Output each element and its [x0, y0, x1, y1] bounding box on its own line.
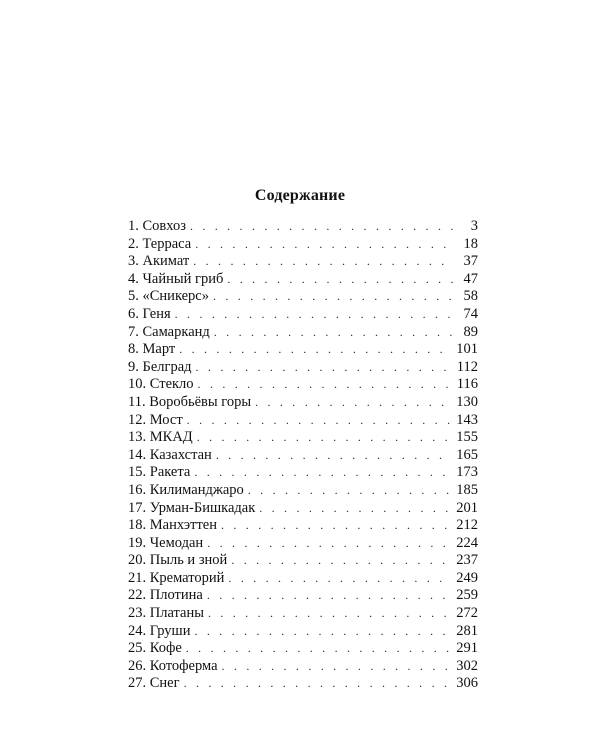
toc-dot-leader: [184, 675, 453, 693]
toc-dot-leader: [221, 517, 452, 535]
toc-entry: [128, 218, 478, 236]
toc-entry: [128, 535, 478, 553]
toc-entry-page-number: 47: [463, 270, 478, 287]
toc-entry-page-number: 212: [456, 517, 478, 534]
toc-entry-page-number: 173: [456, 464, 478, 481]
toc-entry-title: 4. Чайный гриб: [128, 270, 224, 287]
toc-entry-page-number: 89: [463, 323, 478, 340]
toc-dot-leader: [190, 218, 454, 236]
toc-entry: [128, 640, 478, 658]
toc-dot-leader: [213, 288, 454, 306]
toc-entry-page-number: 155: [456, 429, 478, 446]
toc-dot-leader: [197, 429, 453, 447]
page-title: Содержание: [254, 186, 346, 204]
toc-entry-page-number: 165: [456, 446, 478, 463]
toc-dot-leader: [187, 412, 453, 430]
toc-entry: [128, 253, 478, 271]
toc-entry: [128, 517, 478, 535]
toc-entry-page-number: 249: [456, 569, 478, 586]
toc-entry: [128, 306, 478, 324]
toc-entry-title: 10. Стекло: [128, 376, 194, 393]
toc-entry-page-number: 291: [456, 640, 478, 657]
toc-entry: [128, 412, 478, 430]
toc-entry-title: 26. Котоферма: [128, 657, 218, 674]
toc-entry-page-number: 281: [456, 622, 478, 639]
toc-entry-title: 14. Казахстан: [128, 446, 212, 463]
toc-dot-leader: [259, 500, 452, 518]
toc-dot-leader: [227, 271, 454, 289]
toc-entry: [128, 288, 478, 306]
toc-dot-leader: [196, 359, 453, 377]
toc-entry-page-number: 201: [456, 499, 478, 516]
toc-entry-title: 5. «Сникерс»: [128, 288, 209, 305]
toc-entry-page-number: 112: [456, 358, 478, 375]
toc-dot-leader: [255, 394, 452, 412]
toc-entry-page-number: 143: [456, 411, 478, 428]
toc-entry-title: 11. Воробьёвы горы: [128, 393, 252, 410]
toc-entry: [128, 324, 478, 342]
table-of-contents: [128, 218, 478, 693]
toc-entry: [128, 341, 478, 359]
toc-entry-title: 9. Белград: [128, 358, 192, 375]
toc-entry: [128, 376, 478, 394]
toc-entry-title: 16. Килиманджаро: [128, 481, 244, 498]
toc-entry: [128, 482, 478, 500]
toc-dot-leader: [207, 535, 452, 553]
toc-dot-leader: [214, 324, 454, 342]
toc-entry-title: 21. Крематорий: [128, 569, 225, 586]
toc-entry-title: 15. Ракета: [128, 464, 191, 481]
toc-dot-leader: [231, 552, 452, 570]
toc-dot-leader: [208, 605, 452, 623]
toc-entry-title: 24. Груши: [128, 622, 191, 639]
toc-entry-title: 22. Плотина: [128, 587, 203, 604]
toc-entry: [128, 447, 478, 465]
toc-entry-page-number: 58: [463, 288, 478, 305]
toc-dot-leader: [216, 447, 452, 465]
toc-entry: [128, 464, 478, 482]
toc-entry: [128, 623, 478, 641]
toc-dot-leader: [195, 236, 454, 254]
toc-entry-page-number: 259: [456, 587, 478, 604]
toc-entry: [128, 236, 478, 254]
toc-entry-page-number: 185: [456, 481, 478, 498]
toc-entry: [128, 658, 478, 676]
toc-entry: [128, 271, 478, 289]
toc-dot-leader: [194, 464, 452, 482]
toc-entry-title: 3. Акимат: [128, 253, 190, 270]
toc-entry: [128, 429, 478, 447]
toc-entry: [128, 394, 478, 412]
toc-dot-leader: [248, 482, 452, 500]
toc-entry: [128, 675, 478, 693]
toc-entry-title: 23. Платаны: [128, 605, 204, 622]
toc-entry-title: 20. Пыль и зной: [128, 552, 228, 569]
toc-entry-page-number: 306: [456, 675, 478, 692]
toc-entry: [128, 605, 478, 623]
toc-entry-page-number: 272: [456, 605, 478, 622]
toc-dot-leader: [198, 376, 453, 394]
toc-entry-title: 27. Снег: [128, 675, 180, 692]
toc-dot-leader: [193, 253, 454, 271]
toc-dot-leader: [207, 587, 452, 605]
toc-entry-title: 8. Март: [128, 341, 176, 358]
toc-entry: [128, 570, 478, 588]
toc-entry-title: 6. Геня: [128, 305, 171, 322]
toc-entry-page-number: 74: [463, 305, 478, 322]
toc-entry-title: 13. МКАД: [128, 429, 193, 446]
toc-entry: [128, 500, 478, 518]
toc-entry-page-number: 130: [456, 393, 478, 410]
toc-entry-title: 2. Терраса: [128, 235, 192, 252]
toc-entry-page-number: 18: [463, 235, 478, 252]
toc-entry-page-number: 116: [456, 376, 478, 393]
toc-dot-leader: [186, 640, 452, 658]
toc-entry-title: 7. Самарканд: [128, 323, 210, 340]
toc-dot-leader: [228, 570, 452, 588]
toc-dot-leader: [175, 306, 454, 324]
toc-entry-title: 17. Урман-Бишкадак: [128, 499, 256, 516]
toc-entry-title: 1. Совхоз: [128, 218, 186, 234]
toc-entry: [128, 359, 478, 377]
toc-dot-leader: [179, 341, 452, 359]
toc-entry-title: 18. Манхэттен: [128, 517, 217, 534]
toc-entry-page-number: 237: [456, 552, 478, 569]
toc-entry-page-number: 101: [456, 341, 478, 358]
toc-entry-page-number: 37: [463, 253, 478, 270]
toc-dot-leader: [222, 658, 453, 676]
toc-entry-title: 19. Чемодан: [128, 534, 204, 551]
toc-entry-title: 12. Мост: [128, 411, 183, 428]
toc-entry-title: 25. Кофе: [128, 640, 182, 657]
toc-entry: [128, 587, 478, 605]
toc-entry-page-number: 3: [470, 218, 478, 234]
toc-entry: [128, 552, 478, 570]
toc-dot-leader: [194, 623, 452, 641]
toc-entry-page-number: 224: [456, 534, 478, 551]
toc-entry-page-number: 302: [456, 657, 478, 674]
